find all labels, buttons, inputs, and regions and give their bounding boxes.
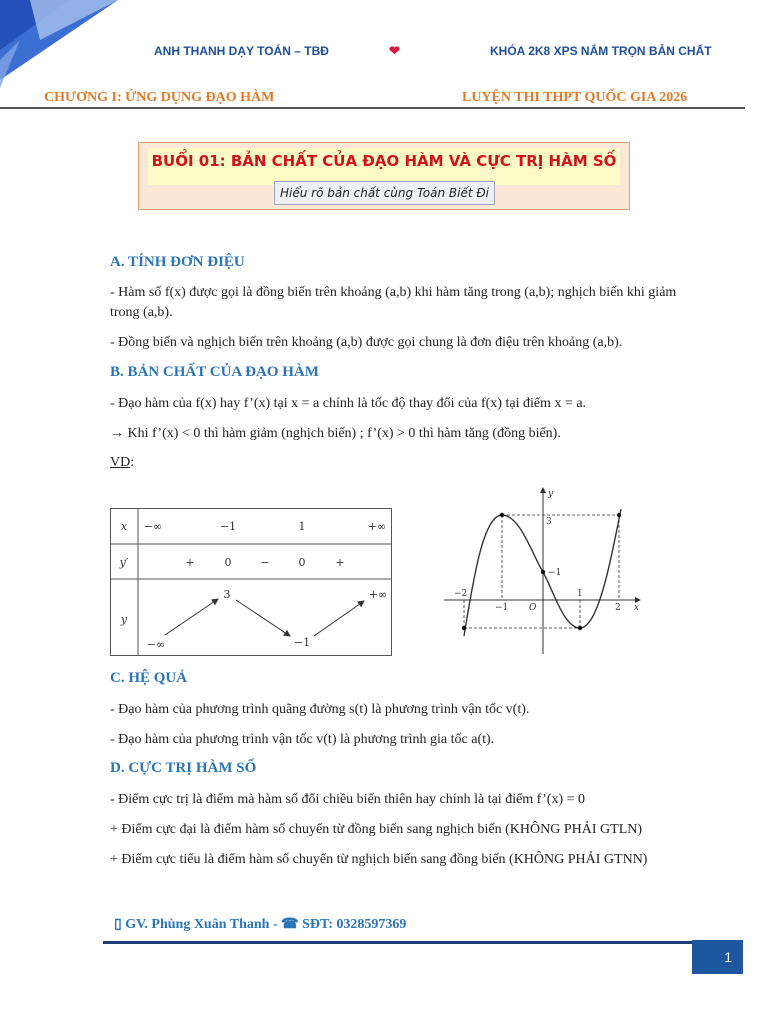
- footer-separator: -: [269, 917, 282, 932]
- table-y-value: +∞: [368, 588, 388, 601]
- origin-label: O: [529, 603, 537, 613]
- table-arrow-up: [314, 601, 364, 636]
- section-b-p1: - Đạo hàm của f(x) hay f’(x) tại x = a chính là tốc độ thay đổi của f(x) tại điểm x = a.: [110, 396, 587, 411]
- section-d-p3: + Điểm cực tiểu là điểm hàm số chuyển từ nghịch biến sang đồng biến (KHÔNG PHẢI GTNN): [110, 852, 648, 867]
- x-tick-label: 1: [577, 589, 583, 599]
- teacher-name: GV. Phùng Xuân Thanh: [125, 917, 270, 932]
- lesson-subtitle: Hiểu rõ bản chất cùng Toán Biết Đi: [274, 181, 495, 205]
- table-x-value: +∞: [367, 520, 387, 533]
- example-colon: :: [130, 455, 135, 470]
- section-a-heading: A. TÍNH ĐƠN ĐIỆU: [110, 254, 245, 270]
- person-icon: ▯: [114, 917, 122, 932]
- x-axis-label: x: [634, 603, 640, 613]
- function-graph: [440, 484, 646, 656]
- section-c-p2: - Đạo hàm của phương trình vận tốc v(t) là phương trình gia tốc a(t).: [110, 732, 495, 747]
- corner-decoration: [0, 0, 130, 90]
- table-y-value: 3: [223, 588, 231, 601]
- table-y-value: −∞: [146, 638, 166, 651]
- section-c-heading: C. HỆ QUẢ: [110, 670, 188, 686]
- lesson-title: BUỔI 01: BẢN CHẤT CỦA ĐẠO HÀM VÀ CỰC TRỊ HÀM SỐ: [151, 152, 617, 170]
- heart-icon: ❤: [389, 43, 400, 58]
- exam-label: LUYỆN THI THPT QUỐC GIA 2026: [462, 90, 688, 105]
- header-right: KHÓA 2K8 XPS NẮM TRỌN BẢN CHẤT: [490, 44, 712, 58]
- table-sign: −: [260, 556, 270, 569]
- table-arrow-up: [165, 599, 218, 635]
- page-number: 1: [692, 940, 743, 974]
- title-box: [138, 142, 630, 210]
- phone-icon: ☎: [281, 917, 299, 932]
- header-left: ANH THANH DẠY TOÁN – TBĐ: [154, 44, 329, 58]
- table-sign: 0: [224, 556, 232, 569]
- section-d-heading: D. CỰC TRỊ HÀM SỐ: [110, 760, 257, 776]
- table-arrow-down: [236, 600, 290, 636]
- variation-table: [110, 508, 392, 656]
- table-row-yprime: y′: [119, 556, 129, 569]
- table-sign: 0: [298, 556, 306, 569]
- table-x-value: −∞: [143, 520, 163, 533]
- curve-point: [578, 626, 582, 630]
- y-axis-label: y: [548, 489, 554, 499]
- header-divider: [0, 107, 745, 109]
- phone-number: SĐT: 0328597369: [302, 917, 407, 932]
- curve-point: [500, 513, 504, 517]
- section-b-heading: B. BẢN CHẤT CỦA ĐẠO HÀM: [110, 364, 319, 380]
- curve-point: [541, 570, 545, 574]
- y-tick-label: 3: [546, 517, 552, 527]
- example-label: [110, 453, 700, 473]
- y-tick-label: −1: [548, 568, 562, 578]
- table-x-value: 1: [298, 520, 306, 533]
- table-sign: +: [185, 556, 195, 569]
- title-band: [148, 148, 620, 185]
- section-b-p2: → Khi f’(x) < 0 thì hàm giảm (nghịch biến) ; f’(x) > 0 thì hàm tăng (đồng biến).: [110, 426, 561, 441]
- curve-point: [462, 626, 466, 630]
- section-d-p2: + Điểm cực đại là điểm hàm số chuyển từ đồng biến sang nghịch biến (KHÔNG PHẢI GTLN): [110, 822, 643, 837]
- footer-divider: [103, 941, 703, 944]
- table-x-value: −1: [219, 520, 237, 533]
- section-a-p1: - Hàm số f(x) được gọi là đồng biến trên khoảng (a,b) khi hàm tăng trong (a,b); nghịch biến khi giảm trong (a,b).: [110, 285, 677, 320]
- section-d-p1: - Điểm cực trị là điểm mà hàm số đổi chiều biến thiên hay chính là tại điểm f’(x) = 0: [110, 792, 586, 807]
- table-sign: +: [335, 556, 345, 569]
- x-tick-label: 2: [615, 603, 621, 613]
- chapter-label: CHƯƠNG I: ỨNG DỤNG ĐẠO HÀM: [44, 90, 275, 105]
- table-row-y: y: [120, 613, 128, 626]
- table-y-value: −1: [293, 636, 311, 649]
- section-c-p1: - Đạo hàm của phương trình quãng đường s(t) là phương trình vận tốc v(t).: [110, 702, 530, 717]
- x-tick-label: −2: [454, 589, 468, 599]
- x-tick-label: −1: [495, 603, 509, 613]
- section-a-p2: - Đồng biến và nghịch biến trên khoảng (a,b) được gọi chung là đơn điệu trên khoảng (a,b).: [110, 335, 623, 350]
- footer-contact: [114, 916, 406, 933]
- curve-point: [617, 513, 621, 517]
- table-row-x: x: [120, 520, 128, 533]
- example-label-text: VD: [110, 455, 131, 470]
